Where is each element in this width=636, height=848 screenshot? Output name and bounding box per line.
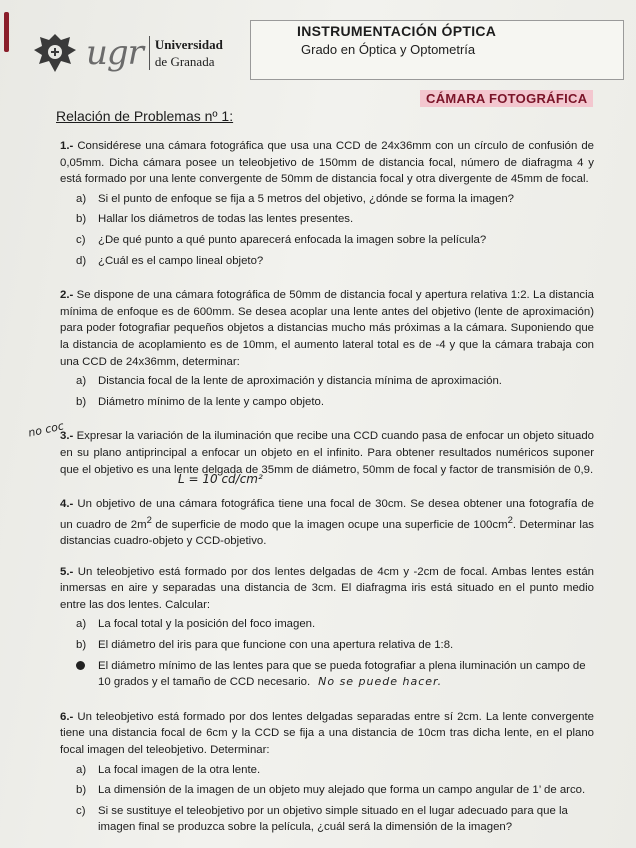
list-item: a) La focal imagen de la otra lente.	[76, 763, 261, 776]
list-item: b) El diámetro del iris para que funcione con una apertura relativa de 1:8.	[76, 639, 454, 652]
problem-1: 1.- Considérese una cámara fotográfica que usa una CCD de 24x36mm con un círculo de confusión de 0,05mm. Dicha cámara posee un teleobjetivo de 150mm de distancia focal, número de diafragma 4 y está formado por una lente convergente de 50mm de distancia focal y otra divergente de 45mm de focal.	[60, 140, 594, 186]
handwritten-margin-note: no coc	[27, 419, 65, 440]
problem-2-items	[60, 373, 594, 410]
problem-5: 5.- Un teleobjetivo está formado por dos lentes delgadas de 4cm y -2cm de focal. Ambas lentes están inmersas en aire y separadas una distancia de 3cm. El diafragma iris está situado en el punto medio entre las dos lentes. Calcular:	[60, 565, 594, 611]
granada-crest-icon	[30, 30, 80, 76]
university-logo	[30, 30, 223, 76]
list-item: d) ¿Cuál es el campo lineal objeto?	[76, 254, 264, 267]
course-header-box	[250, 20, 624, 80]
problem-1-items	[60, 191, 594, 269]
problem-3: 3.- Expresar la variación de la iluminación que recibe una CCD cuando pasa de enfocar un objeto situado en su plano antiprincipal a enfocar un objeto en el infinito. Para obtener resultados numéricos suponer que el objetivo es una lente delgada de 35mm de diámetro, 50mm de focal y factor de transmisión de 0,9.	[60, 430, 595, 476]
problem-4: 4.- Un objetivo de una cámara fotográfica tiene una focal de 30cm. Se desea obtener una fotografía de un cuadro de $2m^2$ de superficie de modo que la imagen ocupe una superficie de $100cm^2$. Determinar las distancias cuadro-objeto y CCD-objetivo.	[60, 498, 595, 548]
problem-6: 6.- Un teleobjetivo está formado por dos lentes delgadas separadas entre sí 2cm. La lente convergente tiene una distancia focal de 6cm y la CCD se fija a una distancia de 10cm tras dicha lente, en el plano focal imagen del teleobjetivo. Determinar:	[60, 710, 595, 757]
course-subtitle: Grado en Óptica y Optometría	[301, 42, 476, 57]
list-item: b) La dimensión de la imagen de un objeto muy alejado que forma un campo angular de 1’ de arco.	[76, 784, 586, 797]
university-name: Universidad de Granada	[149, 36, 223, 70]
list-item: a) Si el punto de enfoque se fija a 5 metros del objetivo, ¿dónde se forma la imagen?	[76, 192, 515, 205]
list-item: a) Distancia focal de la lente de aproximación y distancia mínima de aproximación.	[76, 375, 502, 388]
problem-list	[60, 138, 594, 840]
handwritten-illuminance-note: L = 10 cd/cm²	[178, 472, 263, 486]
ink-dot-icon	[76, 661, 85, 670]
list-item: c) ¿De qué punto a qué punto aparecerá enfocada la imagen sobre la película?	[76, 233, 487, 246]
problem-6-items	[60, 762, 594, 836]
topic-tag: CÁMARA FOTOGRÁFICA	[420, 90, 593, 107]
list-item: a) La focal total y la posición del foco imagen.	[76, 618, 316, 631]
list-item: c) Si se sustituye el teleobjetivo por un objetivo simple situado en el lugar adecuado para que la imagen final se produzca sobre la película, ¿cuál será la dimensión de la imagen?	[76, 804, 568, 834]
list-item: b) Hallar los diámetros de todas las lentes presentes.	[76, 213, 354, 226]
course-title: INSTRUMENTACIÓN ÓPTICA	[297, 23, 497, 39]
binder-clip	[4, 12, 9, 52]
handwritten-answer: No se puede hacer.	[318, 675, 443, 689]
problem-2: 2.- Se dispone de una cámara fotográfica de 50mm de distancia focal y apertura relativa 1:2. La distancia mínima de enfoque es de 600mm. Se desea acoplar una lente antes del objetivo (lente de aproximación) para poder fotografiar pequeños objetos a distancias mucho más próximas a la cámara. Suponiendo que la distancia de acoplamiento es de 10mm, el aumento lateral total es de -4 y que la cámara trabaja con una CCD de 24x36mm, determinar:	[60, 289, 594, 368]
ugr-logotype: ugr	[86, 33, 143, 73]
problem-set-title: Relación de Problemas nº 1:	[56, 108, 234, 124]
problem-5-items	[60, 616, 594, 690]
list-item: b) Diámetro mínimo de la lente y campo objeto.	[76, 395, 325, 408]
list-item: El diámetro mínimo de las lentes para que se pueda fotografiar a plena iluminación un campo de 10 grados y el tamaño de CCD necesario. No se puede hacer.	[76, 658, 594, 691]
